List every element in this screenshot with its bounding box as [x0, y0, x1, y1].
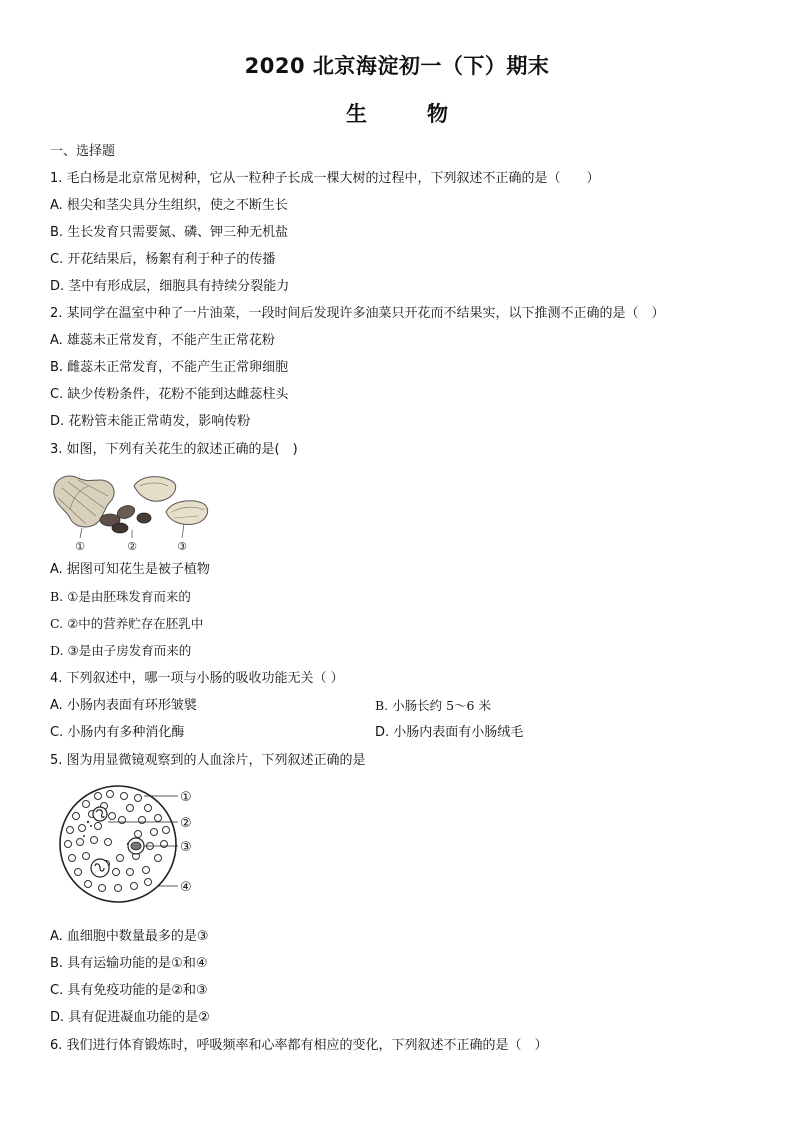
- question-4-option-d: D. 小肠内表面有小肠绒毛: [375, 725, 524, 740]
- question-5-option-d: D. 具有促进凝血功能的是②: [50, 1010, 210, 1025]
- question-3-option-a: A. 据图可知花生是被子植物: [50, 562, 210, 577]
- section-heading: 一、选择题: [50, 144, 116, 159]
- peanut-seed-icon: [100, 503, 151, 533]
- question-2-option-d: D. 花粉管未能正常萌发，影响传粉: [50, 414, 251, 429]
- question-2-option-c: C. 缺少传粉条件，花粉不能到达雌蕊柱头: [50, 387, 289, 402]
- subject-char-1: 生: [346, 102, 367, 126]
- question-2-option-b: B. 雌蕊未正常发育，不能产生正常卵细胞: [50, 360, 289, 375]
- question-5-option-c: C. 具有免疫功能的是②和③: [50, 983, 208, 998]
- question-6-stem: 6. 我们进行体育锻炼时，呼吸频率和心率都有相应的变化，下列叙述不正确的是（ ）: [50, 1038, 548, 1053]
- question-5-option-a: A. 血细胞中数量最多的是③: [50, 929, 209, 944]
- question-3-stem: 3. 如图，下列有关花生的叙述正确的是( ): [50, 442, 298, 457]
- figure-label-3: ③: [180, 840, 192, 855]
- figure-label-2: ②: [127, 540, 137, 553]
- question-4-option-c: C. 小肠内有多种消化酶: [50, 725, 185, 740]
- question-5-option-b: B. 具有运输功能的是①和④: [50, 956, 208, 971]
- subject-title: [0, 98, 794, 128]
- question-1-option-a: A. 根尖和茎尖具分生组织，使之不断生长: [50, 198, 288, 213]
- question-2-option-a: A. 雄蕊未正常发育，不能产生正常花粉: [50, 333, 275, 348]
- figure-label-3: ③: [177, 540, 187, 553]
- question-4-option-a: A. 小肠内表面有环形皱襞: [50, 698, 197, 713]
- peanut-figure: [48, 466, 218, 554]
- question-3-option-b: B. ①是由胚珠发育而来的: [50, 589, 191, 604]
- figure-label-1: ①: [75, 540, 85, 553]
- figure-label-2: ②: [180, 816, 192, 831]
- blood-smear-figure: [58, 782, 208, 907]
- question-3-option-d: D. ③是由子房发育而来的: [50, 643, 192, 658]
- subject-char-2: 物: [427, 102, 448, 126]
- question-2-stem: 2. 某同学在温室中种了一片油菜，一段时间后发现许多油菜只开花而不结果实，以下推测不正确的是（ ）: [50, 306, 665, 321]
- question-1-option-b: B. 生长发育只需要氮、磷、钾三种无机盐: [50, 225, 289, 240]
- question-3-option-c: C. ②中的营养贮存在胚乳中: [50, 616, 204, 631]
- question-5-stem: 5. 图为用显微镜观察到的人血涂片，下列叙述正确的是: [50, 753, 366, 768]
- question-1-stem: 1. 毛白杨是北京常见树种，它从一粒种子长成一棵大树的过程中，下列叙述不正确的是（ ）: [50, 171, 600, 186]
- figure-label-4: ④: [180, 880, 192, 895]
- question-4-stem: 4. 下列叙述中，哪一项与小肠的吸收功能无关（ ）: [50, 671, 344, 686]
- question-1-option-c: C. 开花结果后，杨絮有利于种子的传播: [50, 252, 276, 267]
- question-4-option-b: B. 小肠长约 5～6 米: [375, 698, 491, 713]
- figure-label-1: ①: [180, 790, 192, 805]
- exam-title: 2020 北京海淀初一（下）期末: [244, 54, 550, 78]
- microscope-field-icon: [60, 786, 176, 902]
- question-1-option-d: D. 茎中有形成层，细胞具有持续分裂能力: [50, 279, 290, 294]
